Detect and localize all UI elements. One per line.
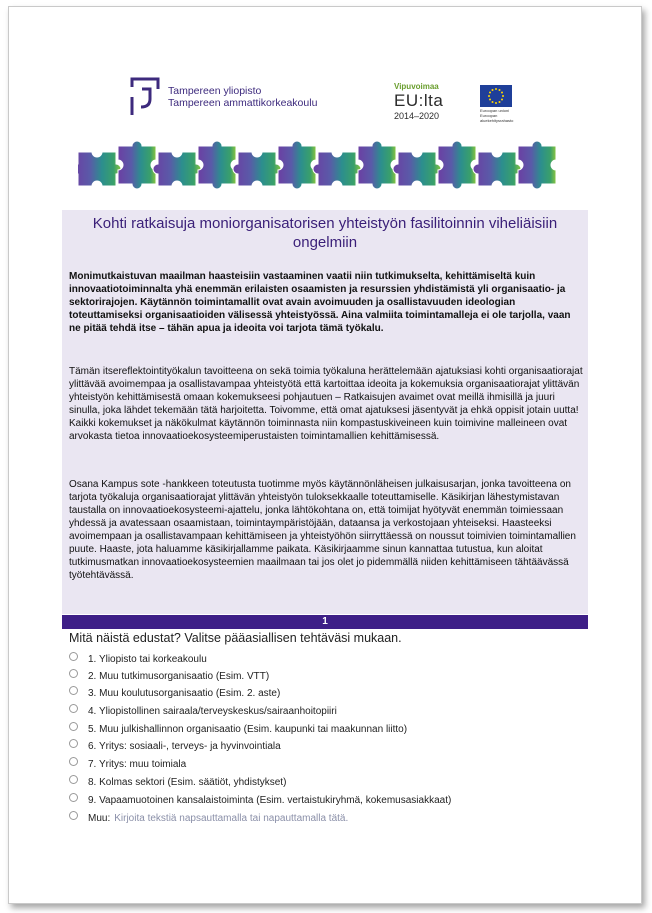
university-line1: Tampereen yliopisto xyxy=(168,85,262,97)
eu-years: 2014–2020 xyxy=(394,111,440,121)
funding-program-label: Vipuvoimaa xyxy=(394,82,439,91)
radio-button[interactable] xyxy=(69,811,78,820)
option-label: 3. Muu koulutusorganisaatio (Esim. 2. aste) xyxy=(88,688,281,699)
tampere-logo-icon xyxy=(128,77,162,117)
lead-paragraph: Monimutkaistuvan maailman haasteisiin vastaaminen vaatii niin tutkimukselta, kehittämiseltä kuin innovaatiotoiminnalta yhä enemmän erilaisten osaamisten ja resurssien yhdistämistä yli organisaatio- ja sektorirajojen. Käytännön toimintamallit ovat avain avoimuuden ja osallistavuuden ideologian toteuttamiseksi organisaatioiden välisessä yhteistyössä. Aina valmiita toimintamalleja ei ole tarjolla, vaan ne pitää tehdä itse – tähän apua ja ideoita voi tarjota tämä työkalu. xyxy=(69,271,571,334)
option-1[interactable] xyxy=(69,654,207,668)
option-label: 7. Yritys: muu toimiala xyxy=(88,759,187,770)
option-label: 2. Muu tutkimusorganisaatio (Esim. VTT) xyxy=(88,671,270,682)
other-label: Muu: xyxy=(88,813,111,824)
eu-caption: Euroopan unioni Euroopan aluekehitysrahasto xyxy=(480,108,514,123)
radio-button[interactable] xyxy=(69,739,78,748)
radio-button[interactable] xyxy=(69,722,78,731)
option-label: 1. Yliopisto tai korkeakoulu xyxy=(88,654,207,665)
radio-button[interactable] xyxy=(69,652,78,661)
eu-flag-icon xyxy=(480,85,512,107)
other-text-input[interactable]: Kirjoita tekstiä napsauttamalla tai napauttamalla tätä. xyxy=(114,813,349,824)
option-label: 8. Kolmas sektori (Esim. säätiöt, yhdistykset) xyxy=(88,777,287,788)
option-other[interactable] xyxy=(69,813,348,827)
puzzle-pieces-banner xyxy=(78,140,558,194)
option-label: 5. Muu julkishallinnon organisaatio (Esim. kaupunki tai maakunnan liitto) xyxy=(88,724,408,735)
intro-paragraph-1: Tämän itsereflektointityökalun tavoitteena on sekä toimia työkaluna herättelemään ajatuksiasi kohti organisaatiorajat ylittävää avoimempaa ja osallistavampaa yhteistyötä että kartoittaa ideoita ja kokemuksia organisaatiorajat ylittävän yhteistyön kehittämisestä omaan kokemukseesi pohjautuen – Ratkaisujen avaimet ovat meillä ihmisillä ja juuri sinulla, joka lähdet tekemään tätä harjoitetta. Toivomme, että omat ajatuksesi jäsentyvät ja ehkä oppisit jotain uutta! Kaikki kokemukset ja näkökulmat käytännön toiminnasta niin kompastuskiveineen kuin toimivine malleineen ovat arvokasta tietoa innovaatioekosysteemiperustaisten toimintamallien kehittämisessä. xyxy=(69,366,583,442)
option-8[interactable] xyxy=(69,777,286,791)
radio-button[interactable] xyxy=(69,775,78,784)
option-label: 4. Yliopistollinen sairaala/terveyskeskus/sairaanhoitopiiri xyxy=(88,706,337,717)
eu-label: EU:lta xyxy=(394,91,444,110)
radio-button[interactable] xyxy=(69,669,78,678)
option-6[interactable] xyxy=(69,741,281,755)
tampere-logo xyxy=(128,76,317,118)
university-line2: Tampereen ammattikorkeakoulu xyxy=(168,97,318,109)
radio-button[interactable] xyxy=(69,793,78,802)
page-title: Kohti ratkaisuja moniorganisatorisen yhteistyön fasilitoinnin viheliäisiin ongelmiin xyxy=(92,215,558,251)
radio-button[interactable] xyxy=(69,757,78,766)
option-9[interactable] xyxy=(69,795,451,809)
option-3[interactable] xyxy=(69,688,280,702)
question-text: Mitä näistä edustat? Valitse pääasiallisen tehtäväsi mukaan. xyxy=(69,631,402,645)
intro-paragraph-2: Osana Kampus sote -hankkeen toteutusta tuotimme myös käytännönläheisen julkaisusarjan, jonka tavoitteena on tarjota työkaluja organisaatiorajat ylittävän yhteistyön tuloksekkaalle toteuttamiselle. Käsikirjan lähestymistavan taustalla on innovaatioekosysteemi-ajattelu, jonka lähtökohtana on, että toimijat hyötyvät enemmän toimiessaan yhdessä ja avatessaan osaamistaan, toimintaympäristöjään, dataansa ja verkostojaan yhteiseksi. Haasteeksi avoimempaan ja osallistavampaan kehittämiseen ja yhteistyöhön siirryttäessä on noussut toimivien toimintamallien puute. Haaste, jota haluamme käsikirjallamme paikata. Käsikirjaamme sinun kannattaa tutustua, kun aloitat tutkimusmatkan innovaatioekosysteemien maailmaan tai jos olet jo pidemmällä niiden kehittämiseen tähtäävässä työtehtävässä. xyxy=(69,479,576,581)
option-4[interactable] xyxy=(69,706,337,720)
option-label: 6. Yritys: sosiaali-, terveys- ja hyvinvointiala xyxy=(88,741,281,752)
option-label: 9. Vapaamuotoinen kansalaistoiminta (Esim. vertaistukiryhmä, kokemusasiakkaat) xyxy=(88,795,452,806)
radio-button[interactable] xyxy=(69,704,78,713)
question-number-bar: 1 xyxy=(62,615,588,629)
option-5[interactable] xyxy=(69,724,407,738)
radio-button[interactable] xyxy=(69,686,78,695)
option-7[interactable] xyxy=(69,759,186,773)
option-2[interactable] xyxy=(69,671,269,685)
eu-funding-logo xyxy=(394,82,524,122)
